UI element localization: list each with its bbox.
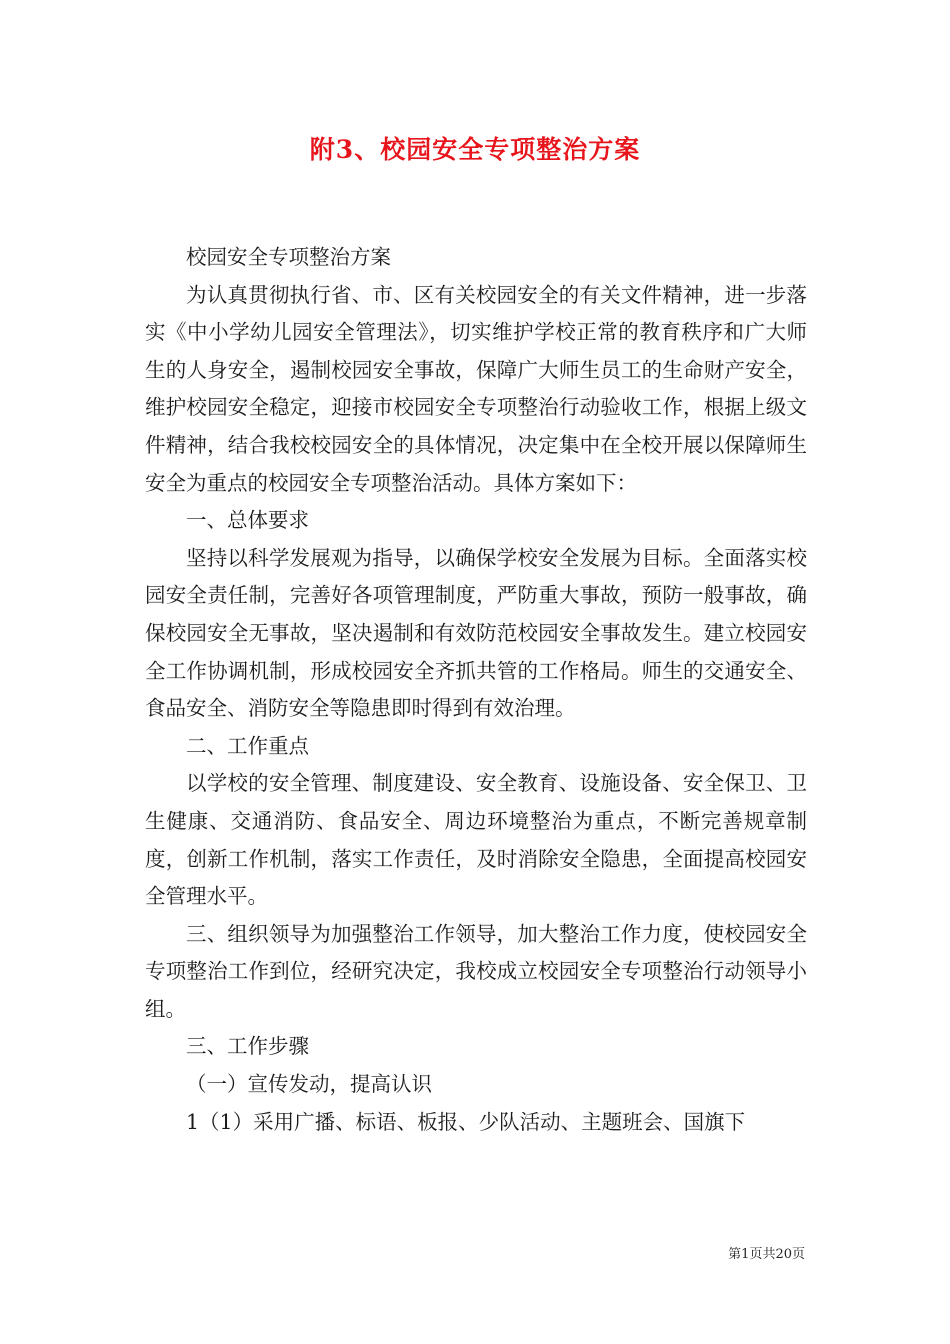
- general-requirements-paragraph: 坚持以科学发展观为指导，以确保学校安全发展为目标。全面落实校园安全责任制，完善好各项管理制度，严防重大事故，预防一般事故，确保校园安全无事故，坚决遏制和有效防范校园安全事故发生。建立校园安全工作协调机制，形成校园安全齐抓共管的工作格局。师生的交通安全、食品安全、消防安全等隐患即时得到有效治理。: [145, 545, 807, 721]
- intro-paragraph: 为认真贯彻执行省、市、区有关校园安全的有关文件精神，进一步落实《中小学幼儿园安全管理法》，切实维护学校正常的教育秩序和广大师生的人身安全，遏制校园安全事故，保障广大师生员工的生命财产安全，维护校园安全稳定，迎接市校园安全专项整治行动验收工作，根据上级文件精神，结合我校校园安全的具体情况，决定集中在全校开展以保障师生安全为重点的校园安全专项整治活动。具体方案如下：: [145, 282, 807, 495]
- subtitle-paragraph: 校园安全专项整治方案: [186, 245, 391, 269]
- section-heading-work-steps: 三、工作步骤: [186, 1034, 309, 1059]
- page-number: 第1页共20页: [728, 1247, 805, 1262]
- document-title: 附3、校园安全专项整治方案: [309, 135, 641, 164]
- work-focus-paragraph: 以学校的安全管理、制度建设、安全教育、设施设备、安全保卫、卫生健康、交通消防、食品安全、周边环境整治为重点，不断完善规章制度，创新工作机制，落实工作责任，及时消除安全隐患，全面提高校园安全管理水平。: [145, 771, 807, 909]
- list-item-publicity-methods: 1（1）采用广播、标语、板报、少队活动、主题班会、国旗下: [186, 1109, 746, 1134]
- section-heading-general-requirements: 一、总体要求: [186, 508, 309, 533]
- organization-leadership-paragraph: 三、组织领导为加强整治工作领导，加大整治工作力度，使校园安全专项整治工作到位，经研究决定，我校成立校园安全专项整治行动领导小组。: [145, 921, 807, 1021]
- document-body: [145, 239, 807, 1141]
- subsection-heading-publicity: （一）宣传发动，提高认识: [186, 1072, 432, 1097]
- section-heading-work-focus: 二、工作重点: [186, 733, 309, 758]
